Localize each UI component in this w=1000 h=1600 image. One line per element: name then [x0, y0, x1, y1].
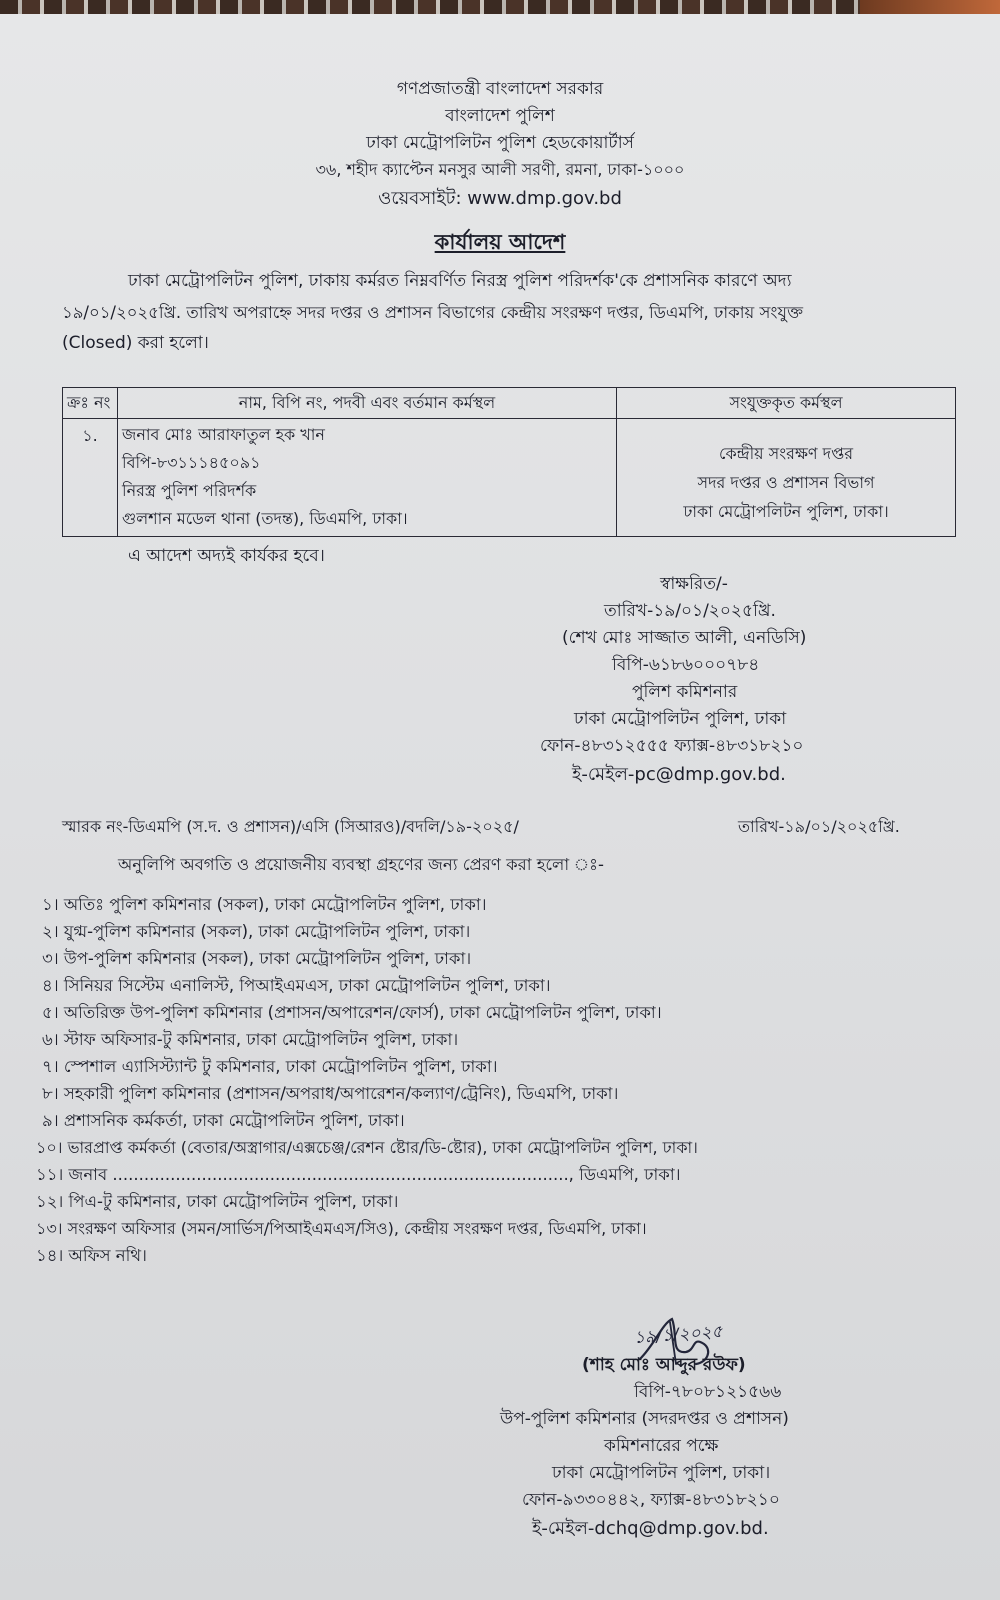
- signature1-phone-fax: ফোন-৪৮৩১২৫৫৫ ফ্যাক্স-৪৮৩১৮২১০: [540, 736, 804, 756]
- table-row: [63, 419, 956, 537]
- list-item: ১২। পিএ-টু কমিশনার, ঢাকা মেট্রোপলিটন পুলিশ, ঢাকা।: [36, 1192, 399, 1211]
- signature1-date: তারিখ-১৯/০১/২০২৫খ্রি.: [604, 601, 776, 621]
- list-item: ১১। জনাব ......................................................................................., ডিএমপি, ঢাকা।: [36, 1165, 681, 1184]
- header-website: ওয়েবসাইট: www.dmp.gov.bd: [378, 188, 622, 209]
- signature2-on-behalf: কমিশনারের পক্ষে: [604, 1436, 719, 1456]
- memo-date: তারিখ-১৯/০১/২০২৫খ্রি.: [738, 817, 900, 836]
- header-address: ৩৬, শহীদ ক্যাপ্টেন মনসুর আলী সরণী, রমনা, ঢাকা-১০০০: [315, 160, 685, 179]
- list-item: ২। যুগ্ম-পুলিশ কমিশনার (সকল), ঢাকা মেট্রোপলিটন পুলিশ, ঢাকা।: [42, 922, 471, 941]
- signature2-name: (শাহ মোঃ আব্দুর রউফ): [582, 1355, 746, 1375]
- table-header-row: [63, 388, 956, 419]
- signature1-email: ই-মেইল-pc@dmp.gov.bd.: [572, 764, 786, 785]
- list-item: ১০। ভারপ্রাপ্ত কর্মকর্তা (বেতার/অস্ত্রাগার/এক্সচেঞ্জ/রেশন ষ্টোর/ডি-ষ্টোর), ঢাকা মেট্রোপলিটন পুলিশ, ঢাকা।: [36, 1138, 698, 1157]
- officer-name: জনাব মোঃ আরাফাতুল হক খান: [122, 425, 325, 444]
- list-item: ১৩। সংরক্ষণ অফিসার (সমন/সার্ভিস/পিআইএমএস/সিও), কেন্দ্রীয় সংরক্ষণ দপ্তর, ডিএমপি, ঢাকা।: [36, 1219, 647, 1238]
- intro-line-1: ঢাকা মেট্রোপলিটন পুলিশ, ঢাকায় কর্মরত নিম্নবর্ণিত নিরস্ত্র পুলিশ পরিদর্শক'কে প্রশাসনিক কারণে অদ্য: [128, 271, 792, 291]
- copy-note: অনুলিপি অবগতি ও প্রয়োজনীয় ব্যবস্থা গ্রহণের জন্য প্রেরণ করা হলো ঃ-: [118, 855, 604, 874]
- list-item: ৩। উপ-পুলিশ কমিশনার (সকল), ঢাকা মেট্রোপলিটন পুলিশ, ঢাকা।: [42, 949, 472, 968]
- list-item: ৬। স্টাফ অফিসার-টু কমিশনার, ঢাকা মেট্রোপলিটন পুলিশ, ঢাকা।: [42, 1030, 459, 1049]
- signature2-bp: বিপি-৭৮০৮১২১৫৬৬: [634, 1382, 782, 1402]
- officer-rank: নিরস্ত্র পুলিশ পরিদর্শক: [122, 481, 257, 500]
- attached-line-3: ঢাকা মেট্রোপলিটন পুলিশ, ঢাকা।: [683, 502, 889, 521]
- header-police: বাংলাদেশ পুলিশ: [445, 106, 555, 126]
- table-header-details: নাম, বিপি নং, পদবী এবং বর্তমান কর্মস্থল: [118, 388, 617, 419]
- signature1-name: (শেখ মোঃ সাজ্জাত আলী, এনডিসি): [562, 628, 807, 648]
- table-header-serial: ক্রঃ নং: [63, 388, 118, 419]
- signature2-phone-fax: ফোন-৯৩৩০৪৪২, ফ্যাক্স-৪৮৩১৮২১০: [522, 1490, 780, 1510]
- list-item: ৯। প্রশাসনিক কর্মকর্তা, ঢাকা মেট্রোপলিটন পুলিশ, ঢাকা।: [42, 1111, 405, 1130]
- row-details: [118, 419, 617, 537]
- list-item: ৫। অতিরিক্ত উপ-পুলিশ কমিশনার (প্রশাসন/অপারেশন/ফোর্স), ঢাকা মেট্রোপলিটন পুলিশ, ঢাকা।: [42, 1003, 662, 1022]
- signed-mark: স্বাক্ষরিত/-: [660, 574, 728, 594]
- header-dmp-hq: ঢাকা মেট্রোপলিটন পুলিশ হেডকোয়ার্টার্স: [366, 133, 634, 153]
- list-item: ৭। স্পেশাল এ্যাসিস্ট্যান্ট টু কমিশনার, ঢাকা মেট্রোপলিটন পুলিশ, ঢাকা।: [42, 1057, 498, 1076]
- effective-note: এ আদেশ অদ্যই কার্যকর হবে।: [128, 546, 325, 566]
- signature2-designation: উপ-পুলিশ কমিশনার (সদরদপ্তর ও প্রশাসন): [500, 1409, 789, 1429]
- intro-line-3: (Closed) করা হলো।: [62, 333, 209, 353]
- header-government: গণপ্রজাতন্ত্রী বাংলাদেশ সরকার: [396, 79, 604, 99]
- assignment-table: [62, 387, 956, 537]
- handwritten-date: ১৯/১/২০২৫: [633, 1321, 724, 1349]
- row-attached: [617, 419, 956, 537]
- list-item: ১৪। অফিস নথি।: [36, 1246, 147, 1265]
- list-item: ১। অতিঃ পুলিশ কমিশনার (সকল), ঢাকা মেট্রোপলিটন পুলিশ, ঢাকা।: [42, 895, 487, 914]
- memo-reference: স্মারক নং-ডিএমপি (স.দ. ও প্রশাসন)/এসি (সিআরও)/বদলি/১৯-২০২৫/: [62, 817, 519, 836]
- officer-bp: বিপি-৮৩১১১৪৫০৯১: [122, 453, 261, 472]
- attached-line-2: সদর দপ্তর ও প্রশাসন বিভাগ: [697, 473, 875, 492]
- row-serial: ১.: [63, 419, 118, 537]
- list-item: ৮। সহকারী পুলিশ কমিশনার (প্রশাসন/অপরাধ/অপারেশন/কল্যাণ/ট্রেনিং), ডিএমপি, ঢাকা।: [42, 1084, 619, 1103]
- intro-line-2: ১৯/০১/২০২৫খ্রি. তারিখ অপরাহ্নে সদর দপ্তর ও প্রশাসন বিভাগের কেন্দ্রীয় সংরক্ষণ দপ্তর, ডিএমপি, ঢাকায় সংযুক্ত: [62, 303, 803, 322]
- document-page: [0, 14, 1000, 1600]
- attached-line-1: কেন্দ্রীয় সংরক্ষণ দপ্তর: [718, 444, 854, 463]
- signature2-email: ই-মেইল-dchq@dmp.gov.bd.: [532, 1518, 769, 1539]
- list-item: ৪। সিনিয়র সিস্টেম এনালিস্ট, পিআইএমএস, ঢাকা মেট্রোপলিটন পুলিশ, ঢাকা।: [42, 976, 551, 995]
- page-title: কার্যালয় আদেশ: [434, 230, 566, 254]
- signature1-bp: বিপি-৬১৮৬০০০৭৮৪: [612, 655, 760, 675]
- signature1-office: ঢাকা মেট্রোপলিটন পুলিশ, ঢাকা: [574, 709, 787, 729]
- signature2-office: ঢাকা মেট্রোপলিটন পুলিশ, ঢাকা।: [552, 1463, 771, 1483]
- officer-current-station: গুলশান মডেল থানা (তদন্ত), ডিএমপি, ঢাকা।: [122, 509, 408, 528]
- table-header-attached: সংযুক্তকৃত কর্মস্থল: [617, 388, 956, 419]
- signature1-designation: পুলিশ কমিশনার: [632, 682, 738, 702]
